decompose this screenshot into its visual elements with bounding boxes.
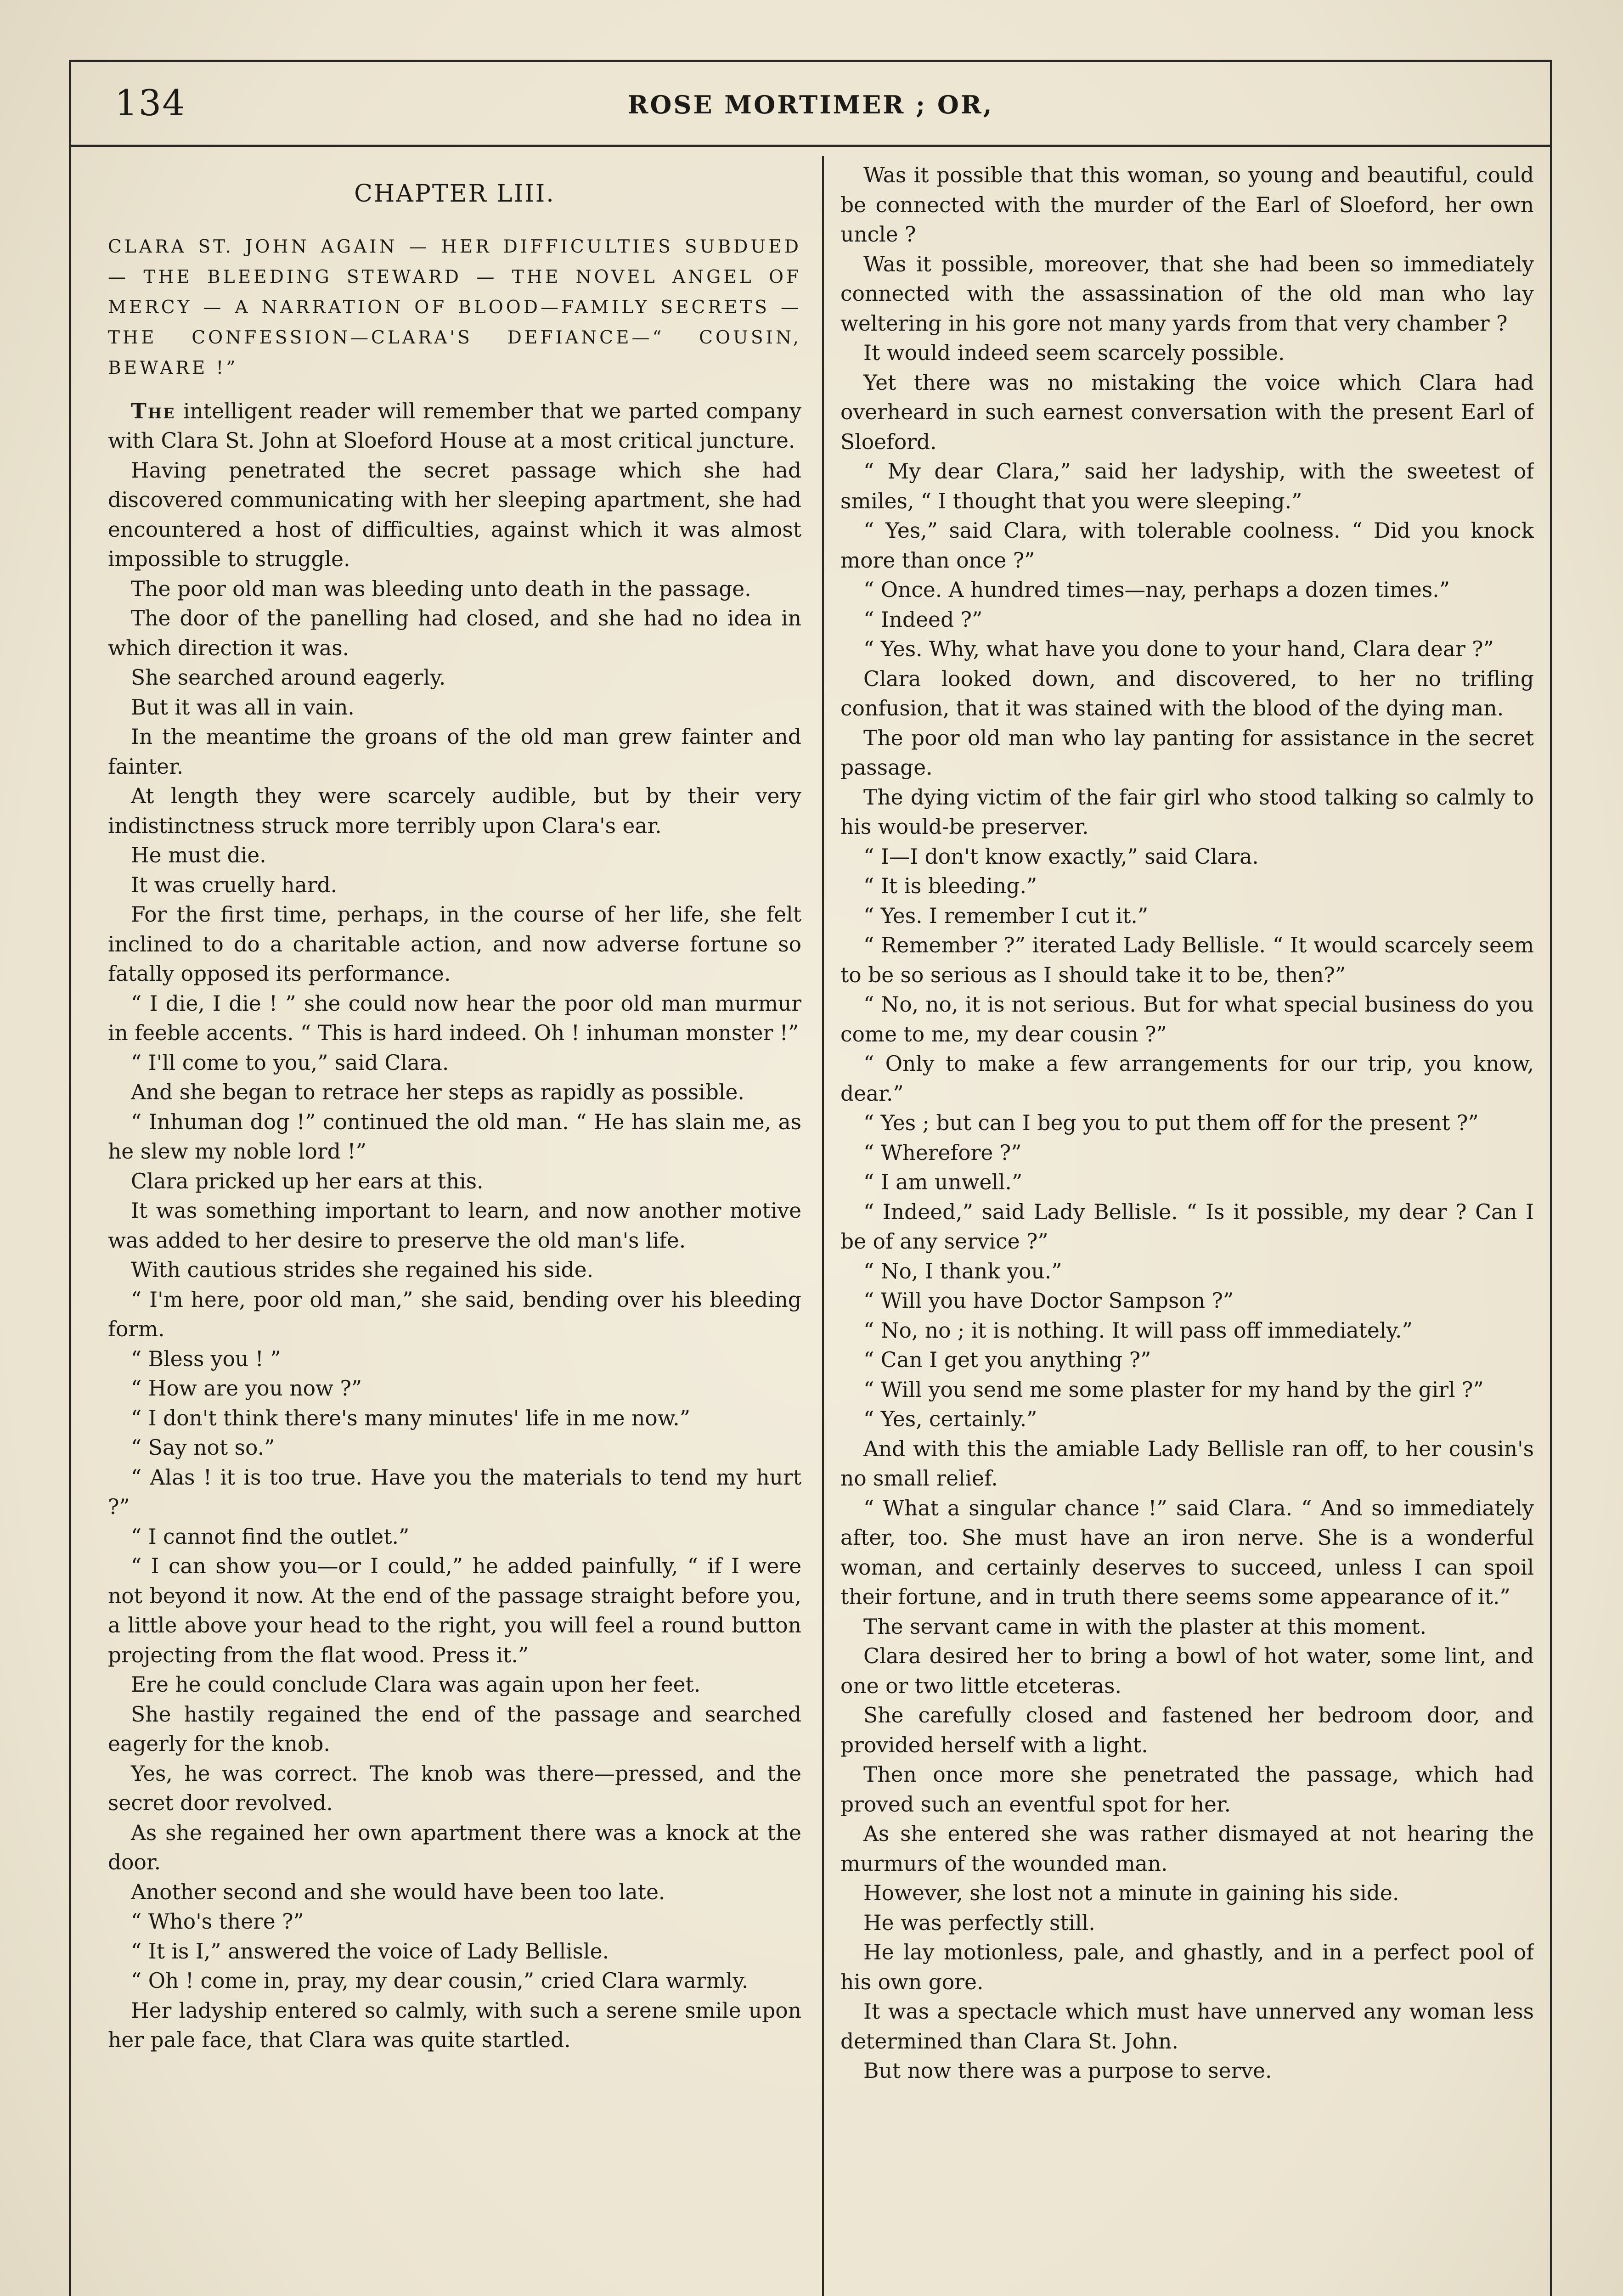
opening-paragraph: [108, 396, 801, 456]
paragraph: She carefully closed and fastened her bedroom door, and provided herself with a light.: [840, 1703, 1534, 1757]
right-column: [840, 161, 1534, 2296]
paragraph: “ Alas ! it is too true. Have you the materials to tend my hurt ?”: [108, 1465, 801, 1519]
paragraph: “ It is bleeding.”: [863, 874, 1037, 898]
left-column-paragraphs: [108, 456, 801, 2055]
paragraph: He must die.: [131, 843, 266, 867]
paragraph: “ Once. A hundred times—nay, perhaps a dozen times.”: [863, 578, 1450, 602]
running-header: [69, 73, 1552, 147]
paragraph: Was it possible that this woman, so young and beautiful, could be connected with the murder of the Earl of Sloeford, her own uncle ?: [840, 163, 1534, 247]
paragraph: Having penetrated the secret passage which she had discovered communicating with her sleeping apartment, she had encountered a host of difficulties, against which it was almost impossible to struggle.: [108, 458, 801, 571]
left-column: [108, 161, 801, 2296]
paragraph: “ Yes,” said Clara, with tolerable coolness. “ Did you knock more than once ?”: [840, 518, 1534, 573]
paragraph: “ I am unwell.”: [863, 1170, 1023, 1194]
paragraph: The dying victim of the fair girl who stood talking so calmly to his would-be preserver.: [840, 785, 1534, 839]
paragraph: For the first time, perhaps, in the course of her life, she felt inclined to do a charitable action, and now adverse fortune so fatally opposed its performance.: [108, 902, 801, 986]
paragraph: However, she lost not a minute in gaining his side.: [863, 1881, 1399, 1905]
page-number: 134: [115, 83, 186, 124]
paragraph: But it was all in vain.: [131, 695, 355, 720]
paragraph: “ I—I don't know exactly,” said Clara.: [863, 844, 1259, 869]
paragraph: But now there was a purpose to serve.: [863, 2059, 1272, 2083]
opening-word: The: [131, 398, 176, 423]
paragraph: “ I cannot find the outlet.”: [131, 1524, 410, 1549]
paragraph: “ No, no ; it is nothing. It will pass off immediately.”: [863, 1318, 1413, 1343]
paragraph: “ Can I get you anything ?”: [863, 1348, 1151, 1372]
paragraph: “ Who's there ?”: [131, 1909, 304, 1934]
paragraph: The door of the panelling had closed, and she had no idea in which direction it was.: [108, 606, 801, 660]
paragraph: “ I'm here, poor old man,” she said, bending over his bleeding form.: [108, 1287, 801, 1341]
paragraph: “ Wherefore ?”: [863, 1140, 1022, 1165]
paragraph: With cautious strides she regained his side.: [131, 1258, 594, 1282]
chapter-title: CHAPTER LIII.: [354, 180, 555, 208]
paragraph: “ Will you have Doctor Sampson ?”: [863, 1289, 1234, 1313]
paragraph: “ No, no, it is not serious. But for what special business do you come to me, my dear cousin ?”: [840, 992, 1534, 1047]
paragraph: Another second and she would have been too late.: [131, 1880, 665, 1904]
paragraph: He was perfectly still.: [863, 1910, 1095, 1935]
paragraph: The servant came in with the plaster at this moment.: [863, 1614, 1427, 1639]
paragraph: It was a spectacle which must have unnerved any woman less determined than Clara St. John.: [840, 1999, 1534, 2054]
paragraph: “ I can show you—or I could,” he added painfully, “ if I were not beyond it now. At the end of the passage straight before you, a little above your head to the right, you will feel a round button projecting from the flat wood. Press it.”: [108, 1554, 801, 1667]
paragraph: “ Indeed ?”: [863, 607, 983, 632]
paragraph: As she entered she was rather dismayed at not hearing the murmurs of the wounded man.: [840, 1822, 1534, 1876]
opening-paragraph-text: intelligent reader will remember that we parted company with Clara St. John at Sloeford House at a most critical juncture.: [108, 399, 801, 453]
paragraph: “ Yes. Why, what have you done to your hand, Clara dear ?”: [863, 637, 1494, 661]
paragraph: Her ladyship entered so calmly, with such a serene smile upon her pale face, that Clara was quite startled.: [108, 1998, 801, 2052]
paragraph: “ My dear Clara,” said her ladyship, with the sweetest of smiles, “ I thought that you were sleeping.”: [840, 459, 1534, 513]
running-title: ROSE MORTIMER ; OR,: [627, 90, 994, 119]
paragraph: Was it possible, moreover, that she had been so immediately connected with the assassination of the old man who lay weltering in his gore not many yards from that very chamber ?: [840, 252, 1534, 336]
paragraph: She hastily regained the end of the passage and searched eagerly for the knob.: [108, 1702, 801, 1756]
paragraph: “ Oh ! come in, pray, my dear cousin,” cried Clara warmly.: [131, 1969, 749, 1993]
paragraph: “ What a singular chance !” said Clara. “ And so immediately after, too. She must have an iron nerve. She is a wonderful woman, and certainly deserves to succeed, unless I can spoil their fortune, and in truth there seems some appearance of it.”: [840, 1496, 1534, 1609]
right-column-paragraphs: [840, 161, 1534, 2086]
paragraph: “ I'll come to you,” said Clara.: [131, 1050, 449, 1075]
paragraph: “ Yes ; but can I beg you to put them off for the present ?”: [863, 1111, 1479, 1135]
chapter-synopsis: CLARA ST. JOHN AGAIN — HER DIFFICULTIES SUBDUED — THE BLEEDING STEWARD — THE NOVEL ANGEL OF MERCY — A NARRATION OF BLOOD—FAMILY SECRETS —THE CONFESSION—CLARA'S DEFIANCE—“ COUSIN, BEWARE !”: [108, 236, 801, 378]
paragraph: “ How are you now ?”: [131, 1376, 362, 1401]
paragraph: “ It is I,” answered the voice of Lady Bellisle.: [131, 1939, 609, 1964]
paragraph: Yet there was no mistaking the voice which Clara had overheard in such earnest conversation with the present Earl of Sloeford.: [840, 370, 1534, 454]
paragraph: Clara desired her to bring a bowl of hot water, some lint, and one or two little etceteras.: [840, 1644, 1534, 1698]
paragraph: As she regained her own apartment there was a knock at the door.: [108, 1820, 801, 1874]
paragraph: Yes, he was correct. The knob was there—pressed, and the secret door revolved.: [108, 1761, 801, 1815]
paragraph: “ I don't think there's many minutes' life in me now.”: [131, 1406, 690, 1430]
paragraph: “ Inhuman dog !” continued the old man. “ He has slain me, as he slew my noble lord !”: [108, 1109, 801, 1164]
paragraph: “ I die, I die ! ” she could now hear the poor old man murmur in feeble accents. “ This is hard indeed. Oh ! inhuman monster !”: [108, 991, 801, 1045]
paragraph: Clara pricked up her ears at this.: [131, 1169, 484, 1193]
paragraph: Ere he could conclude Clara was again upon her feet.: [131, 1672, 701, 1697]
paragraph: And she began to retrace her steps as rapidly as possible.: [131, 1080, 744, 1104]
paragraph: It was cruelly hard.: [131, 872, 338, 897]
paragraph: She searched around eagerly.: [131, 665, 446, 690]
paragraph: In the meantime the groans of the old man grew fainter and fainter.: [108, 725, 801, 779]
paragraph: It would indeed seem scarcely possible.: [863, 341, 1285, 365]
paragraph: “ Yes. I remember I cut it.”: [863, 903, 1149, 928]
paragraph: “ Yes, certainly.”: [863, 1407, 1037, 1431]
paragraph: “ Will you send me some plaster for my hand by the girl ?”: [863, 1377, 1484, 1402]
paragraph: “ Bless you ! ”: [131, 1346, 281, 1371]
paragraph: Clara looked down, and discovered, to her no trifling confusion, that it was stained with the blood of the dying man.: [840, 666, 1534, 720]
paragraph: The poor old man was bleeding unto death in the passage.: [131, 576, 751, 601]
paragraph: Then once more she penetrated the passage, which had proved such an eventful spot for her.: [840, 1762, 1534, 1817]
paragraph: “ Say not so.”: [131, 1435, 275, 1460]
paragraph: It was something important to learn, and now another motive was added to her desire to preserve the old man's life.: [108, 1199, 801, 1253]
paragraph: The poor old man who lay panting for assistance in the secret passage.: [840, 726, 1534, 780]
paragraph: “ No, I thank you.”: [863, 1259, 1062, 1283]
paragraph: He lay motionless, pale, and ghastly, and in a perfect pool of his own gore.: [840, 1940, 1534, 1994]
paragraph: And with this the amiable Lady Bellisle ran off, to her cousin's no small relief.: [840, 1436, 1534, 1491]
paragraph: “ Only to make a few arrangements for our trip, you know, dear.”: [840, 1052, 1534, 1106]
column-divider: [822, 156, 824, 2296]
paragraph: “ Remember ?” iterated Lady Bellisle. “ It would scarcely seem to be so serious as I should take it to be, then?”: [840, 933, 1534, 987]
paragraph: “ Indeed,” said Lady Bellisle. “ Is it possible, my dear ? Can I be of any service ?”: [840, 1199, 1534, 1254]
paragraph: At length they were scarcely audible, but by their very indistinctness struck more terribly upon Clara's ear.: [108, 784, 801, 838]
